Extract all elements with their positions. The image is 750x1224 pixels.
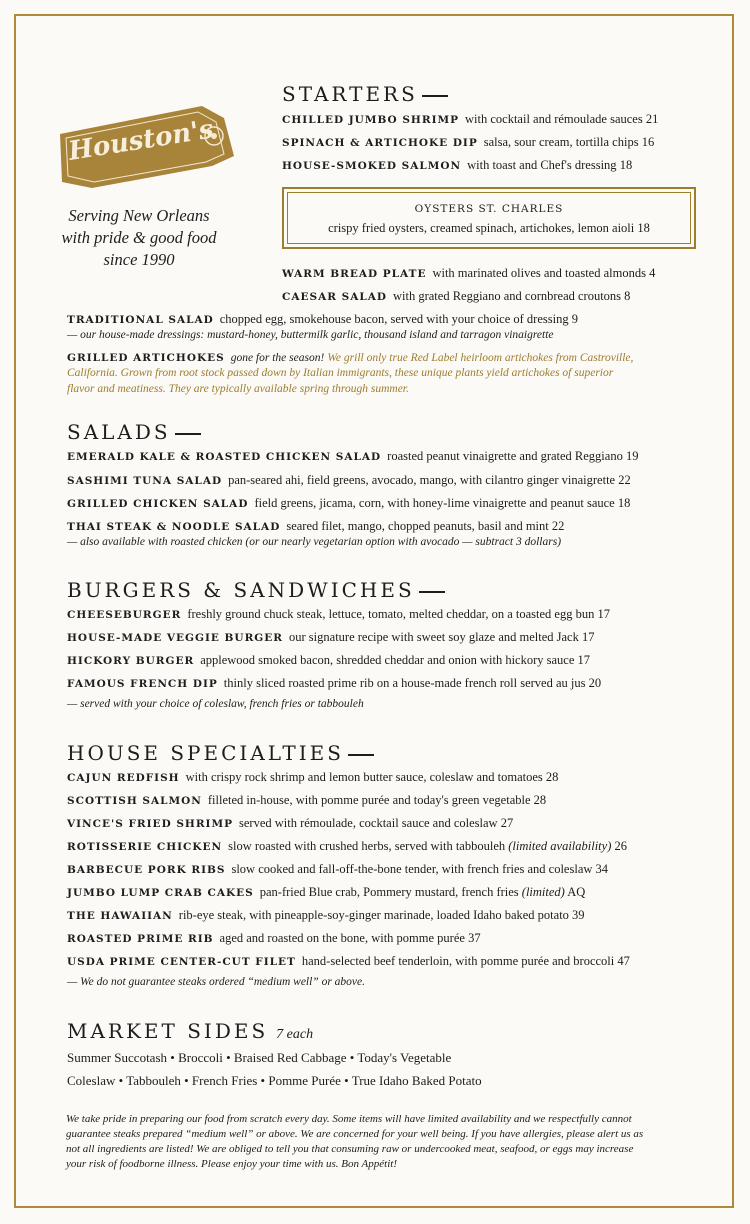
artichokes-desc: flavor and meatiness. They are typically available spring through summer. [67,383,409,395]
menu-item: TRADITIONAL SALAD chopped egg, smokehouse bacon, served with your choice of dressing 9 [67,312,578,326]
menu-item: JUMBO LUMP CRAB CAKES pan-fried Blue crab, Pommery mustard, french fries (limited) AQ [67,885,586,899]
burgers-heading: BURGERS & SANDWICHES [67,578,445,602]
footer-disclaimer: We take pride in preparing our food from scratch every day. Some items will have limited availability and we respectfully cannot guarantee steaks prepared “medium well” or above. We are concerned for your well being. If you have allergies, please alert us as not all ingredients are listed! We are obliged to tell you that consuming raw or undercooked meat, seafood, or eggs may increase your risk of foodborne illness. Please enjoy your time with us. Bon Appétit! [66,1113,644,1170]
logo-graphic [52,96,242,196]
menu-item: THE HAWAIIAN rib-eye steak, with pineapple-soy-ginger marinade, loaded Idaho baked potato 39 [67,908,585,922]
menu-item: CHILLED JUMBO SHRIMP with cocktail and rémoulade sauces 21 [282,112,659,126]
menu-item: ROASTED PRIME RIB aged and roasted on the bone, with pomme purée 37 [67,931,481,945]
artichokes-desc: California. Grown from root stock passed down by Italian immigrants, these unique plants yield artichokes of superior [67,367,614,379]
menu-item: ROTISSERIE CHICKEN slow roasted with crushed herbs, served with tabbouleh (limited availability) 26 [67,839,627,853]
menu-item: USDA PRIME CENTER-CUT FILET hand-selected beef tenderloin, with pomme purée and broccoli 47 [67,954,630,968]
sides-heading: MARKET SIDES 7 each [67,1019,314,1043]
sides-list: Coleslaw • Tabbouleh • French Fries • Pomme Purée • True Idaho Baked Potato [67,1073,482,1088]
menu-item: CAESAR SALAD with grated Reggiano and cornbread croutons 8 [282,289,631,303]
starters-heading: STARTERS [282,82,448,106]
featured-item-box [282,187,696,249]
menu-item: FAMOUS FRENCH DIP thinly sliced roasted prime rib on a house-made french roll served au jus 20 [67,676,602,690]
menu-item: HOUSE-MADE VEGGIE BURGER our signature recipe with sweet soy glaze and melted Jack 17 [67,630,595,644]
featured-item-desc: crispy fried oysters, creamed spinach, artichokes, lemon aioli 18 [328,221,650,235]
logo-text: Houston's [66,114,216,167]
dressings-note: — our house-made dressings: mustard-honey, buttermilk garlic, thousand island and tarragon vinaigrette [67,329,554,341]
specialties-note: — We do not guarantee steaks ordered “medium well” or above. [67,976,366,988]
menu-item: WARM BREAD PLATE with marinated olives and toasted almonds 4 [282,266,656,280]
burgers-note: — served with your choice of coleslaw, french fries or tabbouleh [67,698,364,710]
menu-item: HOUSE-SMOKED SALMON with toast and Chef's dressing 18 [282,158,633,172]
menu-item: SPINACH & ARTICHOKE DIP salsa, sour cream, tortilla chips 16 [282,135,655,149]
artichokes-item: GRILLED ARTICHOKES gone for the season! We grill only true Red Label heirloom artichokes from Castroville, [67,352,634,364]
houstons-logo [52,96,242,196]
tagline: Serving New Orleans with pride & good food since 1990 [61,206,217,269]
menu-item: CAJUN REDFISH with crispy rock shrimp and lemon butter sauce, coleslaw and tomatoes 28 [67,770,559,784]
salads-note: — also available with roasted chicken (or our nearly vegetarian option with avocado — subtract 3 dollars) [67,536,562,548]
menu-item: SCOTTISH SALMON filleted in-house, with pomme purée and today's green vegetable 28 [67,793,547,807]
menu-item: HICKORY BURGER applewood smoked bacon, shredded cheddar and onion with hickory sauce 17 [67,653,591,667]
menu-item: SASHIMI TUNA SALAD pan-seared ahi, field greens, avocado, mango, with cilantro ginger vinaigrette 22 [67,473,631,487]
menu-item: EMERALD KALE & ROASTED CHICKEN SALAD roasted peanut vinaigrette and grated Reggiano 19 [67,449,639,463]
salads-heading: SALADS [67,420,201,444]
sides-list: Summer Succotash • Broccoli • Braised Red Cabbage • Today's Vegetable [67,1050,452,1065]
menu-item: GRILLED CHICKEN SALAD field greens, jicama, corn, with honey-lime vinaigrette and peanut sauce 18 [67,496,631,510]
menu-item: THAI STEAK & NOODLE SALAD seared filet, mango, chopped peanuts, basil and mint 22 [67,519,565,533]
specialties-heading: HOUSE SPECIALTIES [67,741,374,765]
menu-item: CHEESEBURGER freshly ground chuck steak, lettuce, tomato, melted cheddar, on a toasted egg bun 17 [67,607,610,621]
featured-item-name: OYSTERS ST. CHARLES [414,203,564,215]
menu-item: VINCE'S FRIED SHRIMP served with rémoulade, cocktail sauce and coleslaw 27 [67,816,514,830]
menu-item: BARBECUE PORK RIBS slow cooked and fall-off-the-bone tender, with french fries and coleslaw 34 [67,862,609,876]
